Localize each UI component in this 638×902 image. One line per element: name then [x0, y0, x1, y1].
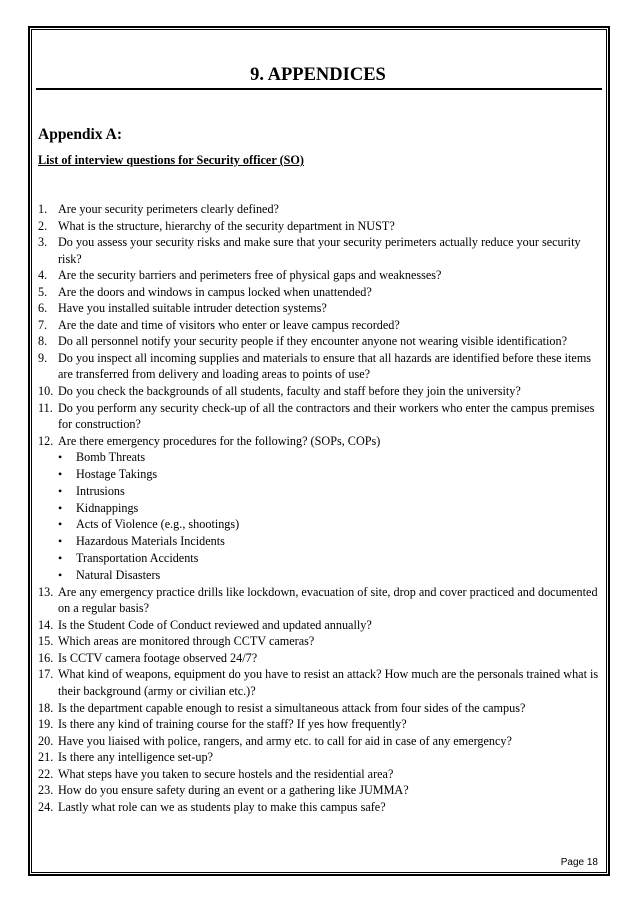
question-text: Do you perform any security check-up of all the contractors and their workers who enter the campus premises for construction?: [58, 400, 595, 432]
question-text: What kind of weapons, equipment do you have to resist an attack? How much are the personals trained what is their background (army or civilian etc.)?: [58, 667, 599, 698]
question-text: Have you installed suitable intruder detection systems?: [58, 301, 327, 316]
question-number: 8.: [38, 334, 48, 349]
bullet-item: [38, 567, 604, 584]
question-item: [38, 234, 604, 267]
bullet-icon: •: [58, 467, 63, 482]
bullet-icon: •: [58, 567, 63, 582]
bullet-item: [38, 483, 604, 500]
bullet-icon: •: [58, 551, 63, 566]
question-number: 1.: [38, 202, 48, 216]
question-number: 18.: [38, 700, 54, 715]
page-number: Page 18: [560, 857, 598, 868]
question-text: Is the Student Code of Conduct reviewed and updated annually?: [58, 617, 372, 632]
question-item: [38, 633, 604, 650]
question-text: What is the structure, hierarchy of the security department in NUST?: [58, 218, 395, 233]
bullet-text: Acts of Violence (e.g., shootings): [76, 517, 240, 532]
question-number: 7.: [38, 317, 48, 332]
question-text: Are the security barriers and perimeters free of physical gaps and weaknesses?: [58, 268, 442, 283]
bullet-text: Intrusions: [76, 483, 125, 498]
question-number: 24.: [38, 799, 54, 814]
question-text: Is there any intelligence set-up?: [58, 750, 213, 765]
heading-rule: [36, 88, 602, 90]
bullet-icon: •: [58, 450, 63, 465]
question-text: Are your security perimeters clearly defined?: [58, 202, 279, 216]
question-number: 2.: [38, 218, 48, 233]
question-text: Are any emergency practice drills like lockdown, evacuation of site, drop and cover practiced and documented on a regular basis?: [58, 584, 598, 616]
bullet-item: [38, 449, 604, 466]
question-number: 6.: [38, 301, 48, 316]
question-number: 9.: [38, 350, 48, 365]
bullet-text: Natural Disasters: [76, 567, 161, 582]
question-text: Is the department capable enough to resist a simultaneous attack from four sides of the campus?: [58, 700, 526, 715]
question-number: 12.: [38, 433, 54, 448]
question-number: 5.: [38, 284, 48, 299]
question-item: [38, 749, 604, 766]
question-item: [38, 766, 604, 783]
question-item: [38, 433, 604, 450]
question-item: [38, 300, 604, 317]
question-item: [38, 350, 604, 383]
question-text: Have you liaised with police, rangers, and army etc. to call for aid in case of any emergency?: [58, 733, 512, 748]
question-text: Are the date and time of visitors who enter or leave campus recorded?: [58, 317, 400, 332]
question-text: Do you inspect all incoming supplies and materials to ensure that all hazards are identified before these items are transferred from delivery and loading areas to points of use?: [58, 350, 592, 382]
question-number: 21.: [38, 750, 54, 765]
question-item: [38, 333, 604, 350]
question-number: 17.: [38, 667, 54, 682]
question-item: [38, 317, 604, 334]
question-item: [38, 267, 604, 284]
bullet-item: [38, 533, 604, 550]
question-text: Are the doors and windows in campus locked when unattended?: [58, 284, 372, 299]
question-item: [38, 201, 604, 218]
question-text: Are there emergency procedures for the following? (SOPs, COPs): [58, 433, 381, 448]
bullet-icon: •: [58, 534, 63, 549]
bullet-item: [38, 516, 604, 533]
section-heading: 9. APPENDICES: [250, 65, 386, 85]
question-number: 16.: [38, 650, 54, 665]
question-text: How do you ensure safety during an event or a gathering like JUMMA?: [58, 783, 409, 798]
question-text: Is there any kind of training course for the staff? If yes how frequently?: [58, 717, 407, 732]
question-text: Do you assess your security risks and make sure that your security perimeters actually reduce your security risk?: [58, 235, 581, 266]
question-item: [38, 284, 604, 301]
question-item: [38, 383, 604, 400]
bullet-text: Bomb Threats: [76, 450, 146, 465]
bullet-text: Hazardous Materials Incidents: [76, 534, 225, 549]
question-number: 10.: [38, 384, 54, 399]
question-text: Do all personnel notify your security people if they encounter anyone not wearing visible identification?: [58, 334, 568, 349]
question-item: [38, 584, 604, 617]
bullet-item: [38, 550, 604, 567]
bullet-text: Hostage Takings: [76, 467, 158, 482]
bullet-icon: •: [58, 500, 63, 515]
question-text: Is CCTV camera footage observed 24/7?: [58, 650, 258, 665]
bullet-icon: •: [58, 483, 63, 498]
appendix-label: Appendix A:: [38, 126, 122, 143]
question-item: [38, 666, 604, 699]
question-item: [38, 782, 604, 799]
question-text: Do you check the backgrounds of all students, faculty and staff before they join the university?: [58, 384, 521, 399]
emergency-procedure-list: [38, 449, 604, 584]
question-number: 23.: [38, 783, 54, 798]
question-item: [38, 716, 604, 733]
question-number: 22.: [38, 766, 54, 781]
list-title: List of interview questions for Security officer (SO): [38, 153, 304, 167]
question-number: 19.: [38, 717, 54, 732]
question-item: [38, 650, 604, 667]
bullet-text: Kidnappings: [76, 500, 139, 515]
bullet-icon: •: [58, 517, 63, 532]
question-item: [38, 400, 604, 433]
question-item: [38, 218, 604, 235]
question-number: 13.: [38, 584, 54, 599]
question-text: Which areas are monitored through CCTV cameras?: [58, 634, 315, 649]
question-item: [38, 617, 604, 634]
question-item: [38, 799, 604, 816]
question-text: Lastly what role can we as students play to make this campus safe?: [58, 799, 386, 814]
question-item: [38, 733, 604, 750]
question-number: 14.: [38, 617, 54, 632]
bullet-item: [38, 500, 604, 517]
bullet-text: Transportation Accidents: [76, 551, 199, 566]
bullet-item: [38, 466, 604, 483]
question-number: 3.: [38, 235, 48, 250]
question-number: 11.: [38, 400, 53, 415]
question-number: 4.: [38, 268, 48, 283]
question-item: [38, 700, 604, 717]
question-number: 20.: [38, 733, 54, 748]
question-number: 15.: [38, 634, 54, 649]
question-text: What steps have you taken to secure hostels and the residential area?: [58, 766, 394, 781]
question-list: [38, 201, 604, 815]
